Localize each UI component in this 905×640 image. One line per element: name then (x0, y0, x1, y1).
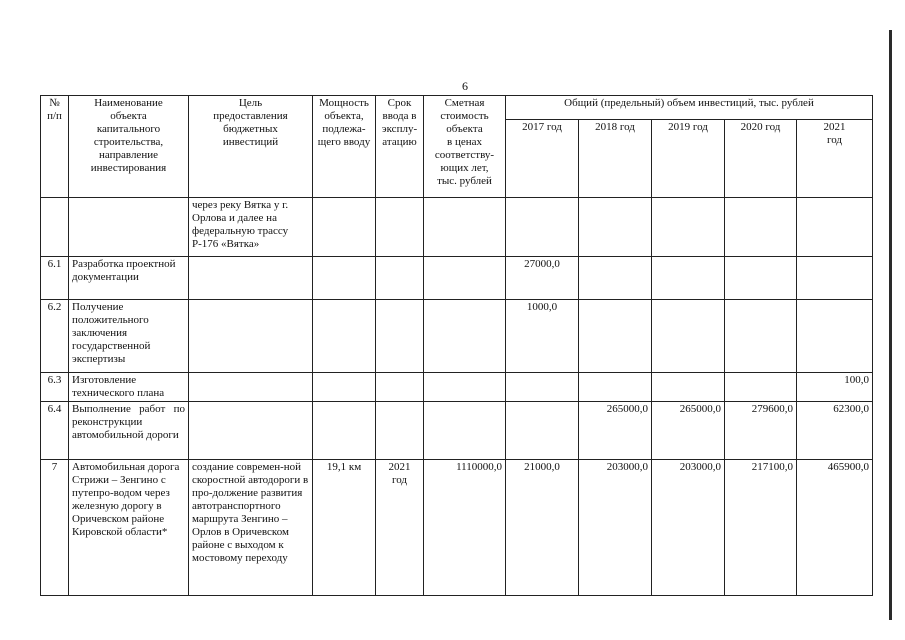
row-y2018: 265000,0 (579, 402, 652, 460)
row-y2021 (797, 257, 873, 300)
table-row (41, 300, 873, 373)
row-y2021: 62300,0 (797, 402, 873, 460)
row-num: 6.2 (41, 300, 69, 373)
row-term: 2021 год (376, 460, 424, 596)
row-y2020 (725, 373, 797, 402)
row-y2019 (652, 198, 725, 257)
row-y2018 (579, 300, 652, 373)
header-num: № п/п (41, 96, 69, 198)
row-y2017: 21000,0 (506, 460, 579, 596)
page-edge-line (889, 30, 892, 620)
row-name: Изготовление технического плана (69, 373, 189, 402)
row-y2019 (652, 257, 725, 300)
header-capacity: Мощность объекта, подлежа- щего вводу (313, 96, 376, 198)
row-capacity: 19,1 км (313, 460, 376, 596)
header-total-investment: Общий (предельный) объем инвестиций, тыс. рублей (506, 96, 873, 120)
header-year: 2020 год (725, 120, 797, 198)
row-y2017 (506, 402, 579, 460)
row-y2021: 100,0 (797, 373, 873, 402)
row-y2018: 203000,0 (579, 460, 652, 596)
row-name: Разработка проектной документации (69, 257, 189, 300)
row-term (376, 257, 424, 300)
row-name (69, 198, 189, 257)
row-y2021 (797, 198, 873, 257)
table-row (41, 198, 873, 257)
row-term (376, 300, 424, 373)
row-y2017: 27000,0 (506, 257, 579, 300)
header-term: Срок ввода в эксплу- атацию (376, 96, 424, 198)
row-y2019 (652, 373, 725, 402)
row-capacity (313, 257, 376, 300)
row-goal (189, 300, 313, 373)
row-term (376, 198, 424, 257)
row-goal: создание современ-ной скоростной автодороги в про-должение развития автотранспортного маршрута Зенгино – Орлов в Оричевском районе с выходом к мостовому переходу (189, 460, 313, 596)
row-y2017: 1000,0 (506, 300, 579, 373)
row-y2020 (725, 198, 797, 257)
row-cost (424, 257, 506, 300)
row-capacity (313, 373, 376, 402)
row-y2018 (579, 257, 652, 300)
row-capacity (313, 300, 376, 373)
row-capacity (313, 402, 376, 460)
row-y2019: 203000,0 (652, 460, 725, 596)
row-y2021 (797, 300, 873, 373)
row-y2020: 279600,0 (725, 402, 797, 460)
row-y2021: 465900,0 (797, 460, 873, 596)
header-cost: Сметная стоимость объекта в ценах соответству- ющих лет, тыс. рублей (424, 96, 506, 198)
row-y2019: 265000,0 (652, 402, 725, 460)
header-year: 2018 год (579, 120, 652, 198)
row-y2020 (725, 300, 797, 373)
table-header (41, 96, 873, 198)
row-name: Автомобильная дорога Стрижи – Зенгино с путепро-водом через железную дорогу в Оричевском районе Кировской области* (69, 460, 189, 596)
row-num: 6.4 (41, 402, 69, 460)
row-cost (424, 402, 506, 460)
row-cost (424, 198, 506, 257)
row-y2019 (652, 300, 725, 373)
row-cost (424, 373, 506, 402)
page-number: 6 (462, 79, 468, 93)
row-num: 7 (41, 460, 69, 596)
row-y2020: 217100,0 (725, 460, 797, 596)
row-name: Выполнение работ по реконструкции автомобильной дороги (69, 402, 189, 460)
header-year: 2021 год (797, 120, 873, 198)
row-name: Получение положительного заключения государственной экспертизы (69, 300, 189, 373)
row-num: 6.1 (41, 257, 69, 300)
row-cost (424, 300, 506, 373)
row-goal (189, 373, 313, 402)
table-row (41, 460, 873, 596)
row-goal: через реку Вятка у г. Орлова и далее на федеральную трассу Р-176 «Вятка» (189, 198, 313, 257)
row-goal (189, 402, 313, 460)
header-name: Наименование объекта капитального строительства, направление инвестирования (69, 96, 189, 198)
investment-table (40, 95, 873, 596)
row-num (41, 198, 69, 257)
table-row (41, 373, 873, 402)
row-y2017 (506, 373, 579, 402)
row-capacity (313, 198, 376, 257)
header-year: 2017 год (506, 120, 579, 198)
table-row (41, 402, 873, 460)
row-term (376, 402, 424, 460)
row-num: 6.3 (41, 373, 69, 402)
row-y2018 (579, 198, 652, 257)
header-year: 2019 год (652, 120, 725, 198)
row-term (376, 373, 424, 402)
row-cost: 1110000,0 (424, 460, 506, 596)
row-goal (189, 257, 313, 300)
header-goal: Цель предоставления бюджетных инвестиций (189, 96, 313, 198)
table-body (41, 198, 873, 596)
table-row (41, 257, 873, 300)
row-y2020 (725, 257, 797, 300)
row-y2018 (579, 373, 652, 402)
row-y2017 (506, 198, 579, 257)
